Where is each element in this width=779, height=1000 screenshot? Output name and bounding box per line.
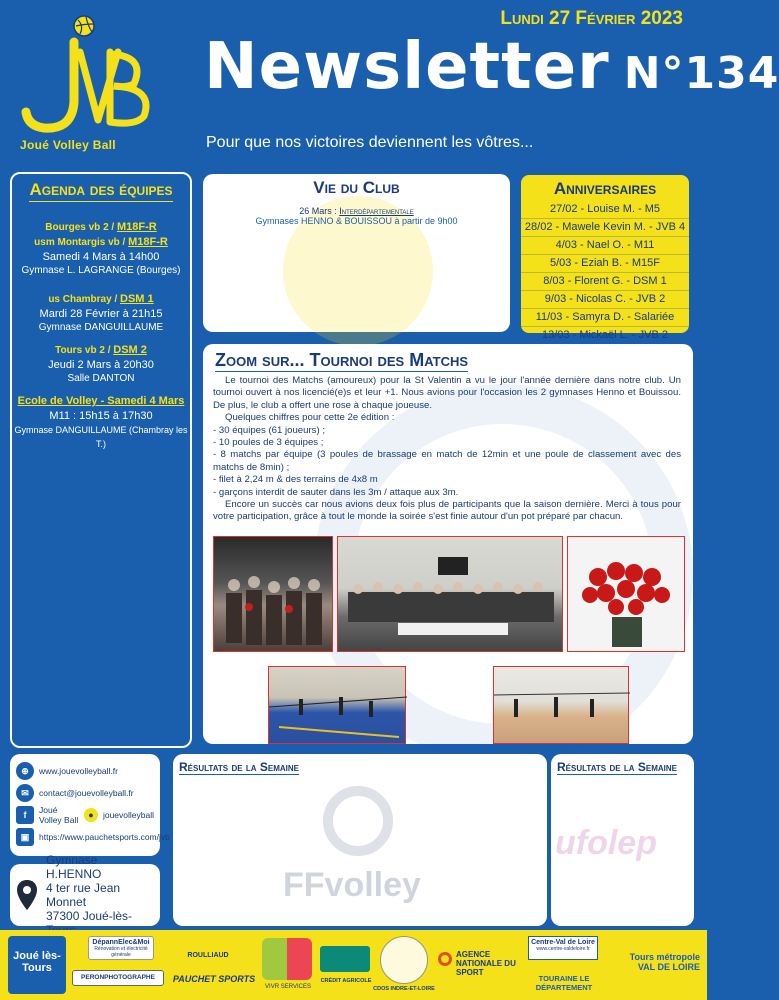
tagline: Pour que nos victoires deviennent les vôtres... xyxy=(206,134,534,151)
issue-number: N°134 xyxy=(623,48,779,99)
agenda-teams: us Chambray / xyxy=(48,294,118,305)
instagram-link[interactable]: jouevolleyball xyxy=(102,810,154,820)
anniversaires-title: Anniversaires xyxy=(553,179,657,198)
photo-roses xyxy=(567,536,685,652)
facebook-icon: f xyxy=(16,806,34,824)
shop-row[interactable] xyxy=(16,826,170,848)
sponsor-peron: PERONPHOTOGRAPHE xyxy=(72,970,164,986)
vie-club-title: Vie du Club xyxy=(313,178,400,197)
agenda-category: M18F-R xyxy=(128,236,168,248)
sponsor-label: www.centre-valdeloire.fr xyxy=(536,946,590,952)
list-item: 9/03 - Nicolas C. - JVB 2 xyxy=(521,290,689,308)
list-item: - 30 équipes (61 joueurs) ; xyxy=(213,424,325,436)
vie-club-panel xyxy=(203,174,510,332)
sponsor-label: AGENCE NATIONALE DU SPORT xyxy=(456,950,516,977)
list-item: - 8 matchs par équipe (3 poules de brassage en match de 12min et une poule de classement avec des matchs de 8min) ; xyxy=(213,449,681,473)
agenda-teams: Ecole de Volley - Samedi 4 Mars xyxy=(17,395,185,407)
agenda-panel xyxy=(10,172,192,748)
vie-club-event: Interdépartementale xyxy=(339,206,414,216)
list-item: 13/03 - Mickaël L. - JVB 2 xyxy=(521,326,689,344)
address-line: 37300 Joué-lès- xyxy=(46,909,133,923)
sponsor-depann xyxy=(88,936,154,960)
social-row[interactable] xyxy=(16,804,154,826)
agenda-when: Jeudi 2 Mars à 20h30 xyxy=(48,359,154,371)
results-title: Résultats de la Semaine xyxy=(179,760,300,774)
shop-icon: ▣ xyxy=(16,828,34,846)
ffvolley-ball-icon xyxy=(323,786,393,856)
location-pin-icon xyxy=(16,879,38,911)
zoom-title: Zoom sur... Tournoi des Matchs xyxy=(215,350,469,370)
zoom-paragraph: Le tournoi des Matchs (amoureux) pour la St Valentin a vu le jour l'année dernière dans notre club. Un tournoi ouvert à nos licencié(e)s et leur +1. Nous avions pour l'occasion les 2 gymnases Henno et Bouissou. De plus, le club a offert une rose à chaque joueuse. xyxy=(213,375,681,411)
agenda-teams: Bourges vb 2 / xyxy=(45,222,115,233)
zoom-paragraph: Encore un succès car nous avions deux fois plus de participants que la saison dernière. Merci à tous pour votre participation, grâce à tout le monde la soirée s'est finie autour d'un pot préparé par chacun. xyxy=(213,499,681,523)
agenda-when: M11 : 15h15 à 17h30 xyxy=(49,410,153,422)
sponsor-pauchet: PAUCHET SPORTS xyxy=(172,974,256,984)
list-item: 4/03 - Nael O. - M11 xyxy=(521,236,689,254)
email-link[interactable]: contact@jouevolleyball.fr xyxy=(39,788,134,798)
shop-link[interactable]: https://www.pauchetsports.com/jvb xyxy=(39,832,170,842)
sponsor-cdos xyxy=(380,936,428,984)
list-item: 27/02 - Louise M. - M5 xyxy=(549,203,661,215)
photo-players xyxy=(213,536,333,652)
mail-icon: ✉ xyxy=(16,784,34,802)
agenda-item xyxy=(12,292,190,335)
list-item: 5/03 - Eziah B. - M15F xyxy=(521,254,689,272)
list-item: - 10 poules de 3 équipes ; xyxy=(213,437,324,449)
agenda-where: Gymnase DANGUILLAUME (Chambray les T.) xyxy=(14,425,188,449)
agenda-where: Gymnase L. LAGRANGE (Bourges) xyxy=(21,265,181,276)
agenda-item xyxy=(12,394,190,451)
zoom-body xyxy=(203,372,693,524)
agenda-category: DSM 1 xyxy=(120,293,154,305)
agenda-teams: Tours vb 2 / xyxy=(55,345,111,356)
list-item: 28/02 - Mawele Kevin M. - JVB 4 xyxy=(521,218,689,236)
address-panel xyxy=(10,853,160,926)
sponsors-bar xyxy=(0,930,707,1000)
agenda-where: Gymnase DANGUILLAUME xyxy=(38,322,164,333)
title-text: Newsletter xyxy=(204,30,610,104)
club-name: Joué Volley Ball xyxy=(20,138,116,152)
sponsor-credit-agricole xyxy=(320,946,370,972)
list-item: 11/03 - Samyra D. - Salariée xyxy=(521,308,689,326)
address xyxy=(46,853,154,937)
address-line: Gymnase H.HENNO xyxy=(46,853,102,881)
results-ufolep-panel xyxy=(551,754,694,926)
email-row[interactable] xyxy=(16,782,154,804)
anniversaires-list xyxy=(521,201,689,344)
ufolep-logo: ufolep xyxy=(555,824,657,862)
newsletter-title xyxy=(204,30,779,104)
sponsor-touraine: TOURAINE LE DÉPARTEMENT xyxy=(535,974,593,992)
newsletter-date: Lundi 27 Février 2023 xyxy=(500,8,683,29)
agenda-when: Samedi 4 Mars à 14h00 xyxy=(42,251,160,263)
sponsor-ans xyxy=(438,950,518,977)
agenda-category: DSM 2 xyxy=(113,344,147,356)
website-row[interactable] xyxy=(16,760,154,782)
instagram-icon: ● xyxy=(84,808,98,822)
agenda-when: Mardi 28 Février à 21h15 xyxy=(39,308,163,320)
contact-panel xyxy=(10,754,170,856)
agenda-item xyxy=(12,220,190,278)
website-link[interactable]: www.jouevolleyball.fr xyxy=(39,766,118,776)
photo-gym-1 xyxy=(268,666,406,744)
agenda-item xyxy=(12,343,190,386)
zoom-paragraph: Quelques chiffres pour cette 2e édition : xyxy=(225,412,395,424)
list-item: - filet à 2,24 m & des terrains de 4x8 m xyxy=(213,474,378,486)
photo-group xyxy=(337,536,563,652)
facebook-link[interactable]: Joué Volley Ball xyxy=(39,805,79,825)
agenda-title: Agenda des équipes xyxy=(29,180,172,202)
results-ffvolley-panel xyxy=(173,754,547,926)
club-logo xyxy=(14,12,164,157)
list-item: - garçons interdit de sauter dans les 3m / attaque aux 3m. xyxy=(213,486,459,498)
sponsor-vivr-label: VIVR SERVICES xyxy=(265,984,311,990)
sponsor-label: DépannElec&Moi xyxy=(92,939,150,946)
anniversaires-panel xyxy=(519,173,691,341)
list-item: 8/03 - Florent G. - DSM 1 xyxy=(521,272,689,290)
sponsor-joue: Joué lès-Tours xyxy=(8,936,66,994)
globe-icon: ⊕ xyxy=(16,762,34,780)
sponsor-vivr xyxy=(262,938,312,980)
sponsor-label: Centre-Val de Loire xyxy=(531,939,595,946)
photo-gym-2 xyxy=(493,666,629,744)
sponsor-label: Rénovation et électricité générale xyxy=(94,946,148,958)
sponsor-credit-label: CRÉDIT AGRICOLE xyxy=(320,978,372,984)
sponsor-centre xyxy=(528,936,598,960)
sponsor-roulliaud: ROULLIAUD xyxy=(187,952,229,959)
ffvolley-logo: FFvolley xyxy=(283,866,421,904)
agenda-category: M18F-R xyxy=(116,221,157,233)
vie-club-details: Gymnases HENNO & BOUISSOU à partir de 9h00 xyxy=(255,216,458,226)
vie-club-date: 26 Mars : xyxy=(299,206,337,216)
address-line: 4 ter rue Jean Monnet xyxy=(46,881,121,909)
sponsor-tours: Tours métropole VAL DE LOIRE xyxy=(629,952,700,972)
sponsor-cdos-label: CDOS INDRE-ET-LOIRE xyxy=(373,986,435,992)
agenda-where: Salle DANTON xyxy=(67,373,135,384)
agenda-teams: usm Montargis vb / xyxy=(34,237,126,248)
zoom-panel xyxy=(203,344,693,744)
results-title: Résultats de la Semaine xyxy=(557,760,678,774)
